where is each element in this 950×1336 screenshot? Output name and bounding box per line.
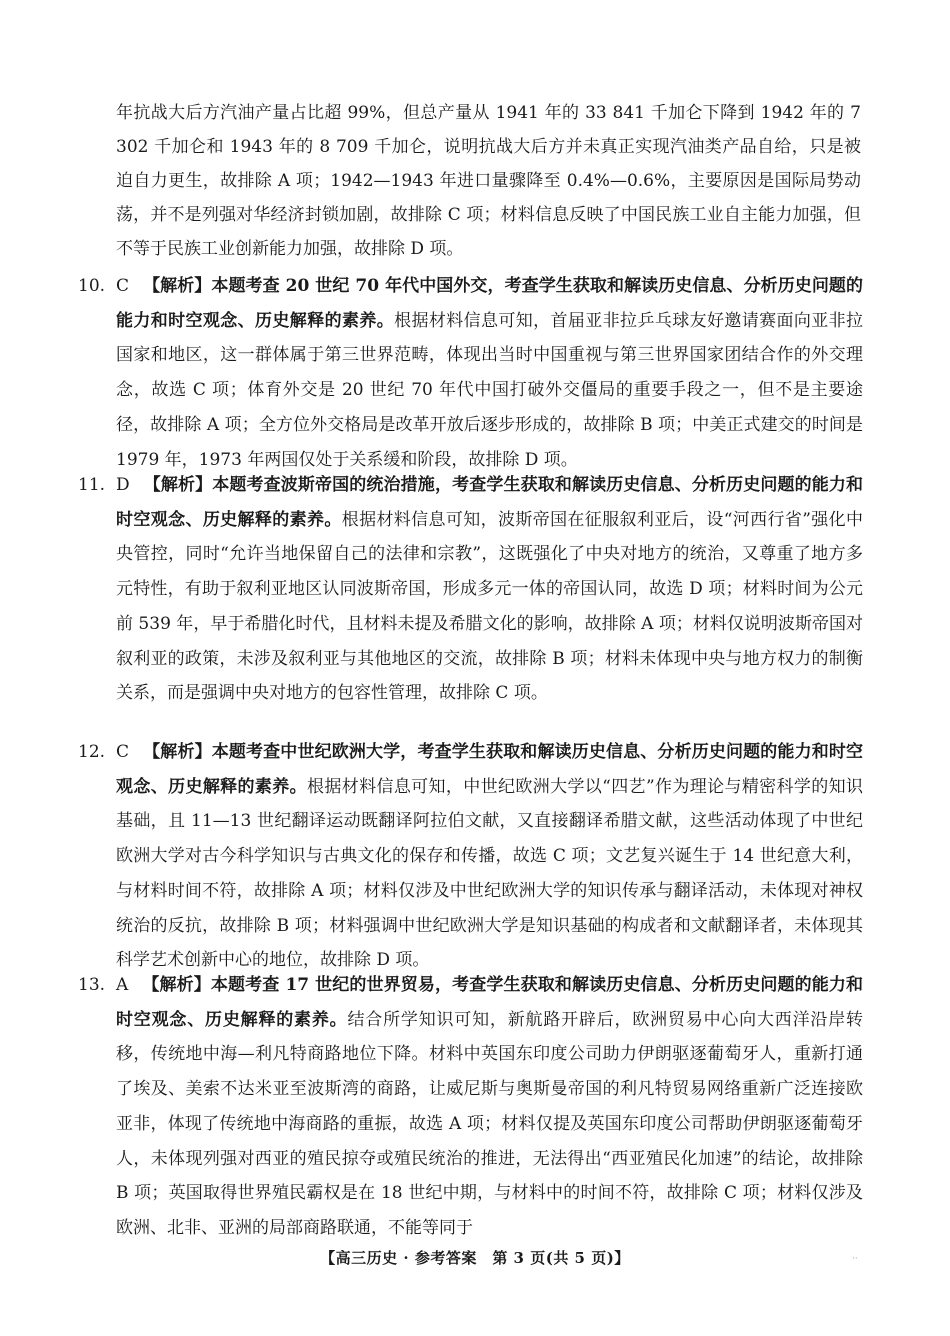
item-lead: 本题考查中世纪欧洲大学，考查学生获取和解读历史信息、分析历史问题的能力和时空观念、历史解释的素养。 [116, 742, 864, 797]
item-number: 10. [78, 276, 106, 296]
item-answer: A [116, 975, 129, 995]
item-lead: 本题考查 17 世纪的世界贸易，考查学生获取和解读历史信息、分析历史问题的能力和时空观念、历史解释的素养。 [116, 975, 863, 1030]
item-number: 11. [78, 475, 106, 495]
answer-item-13 [78, 968, 863, 1246]
item-explanation: 根据材料信息可知，波斯帝国在征服叙利亚后，设“河西行省”强化中央管控，同时“允许当地保留自己的法律和宗教”，这既强化了中央对地方的统治，又尊重了地方多元特性，有助于叙利亚地区认同波斯帝国，形成多元一体的帝国认同，故选 D 项；材料时间为公元前 539 年，早于希腊化时代，且材料未提及希腊文化的影响，故排除 A 项；材料仅说明波斯帝国对叙利亚的政策，未涉及叙利亚与其他地区的交流，故排除 B 项；材料未体现中央与地方权力的制衡关系，而是强调中央对地方的包容性管理，故排除 C 项。 [116, 509, 863, 704]
item-number: 12. [78, 742, 106, 762]
item-explanation: 根据材料信息可知，中世纪欧洲大学以“四艺”作为理论与精密科学的知识基础，且 11—13 世纪翻译运动既翻译阿拉伯文献，又直接翻译希腊文献，这些活动体现了中世纪欧洲大学对古今科学知识与古典文化的保存和传播，故选 C 项；文艺复兴诞生于 14 世纪意大利，与材料时间不符，故排除 A 项；材料仅涉及中世纪欧洲大学的知识传承与翻译活动，未体现对神权统治的反抗，故排除 B 项；材料强调中世纪欧洲大学是知识基础的构成者和文献翻译者，未体现其科学艺术创新中心的地位，故排除 D 项。 [116, 776, 863, 971]
page-footer: 【高三历史 · 参考答案 第 3 页(共 5 页)】 [320, 1249, 630, 1267]
item-body [116, 735, 863, 978]
intro-paragraph: 年抗战大后方汽油产量占比超 99%，但总产量从 1941 年的 33 841 千加仑下降到 1942 年的 7 302 千加仑和 1943 年的 8 709 千加仑，说明抗战大后方并未真正实现汽油类产品自给，只是被迫自力更生，故排除 A 项；1942—1943 年进口量骤降至 0.4%—0.6%，主要原因是国际局势动荡，并不是列强对华经济封锁加剧，故排除 C 项；材料信息反映了中国民族工业自主能力加强，但不等于民族工业创新能力加强，故排除 D 项。 [116, 103, 861, 259]
analysis-tag: 【解析】 [142, 975, 211, 995]
analysis-tag: 【解析】 [143, 276, 212, 296]
item-lead: 本题考查 20 世纪 70 年代中国外交，考查学生获取和解读历史信息、分析历史问题的能力和时空观念、历史解释的素养。 [116, 276, 863, 331]
analysis-tag: 【解析】 [143, 742, 212, 762]
item-body [116, 968, 863, 1246]
answer-item-11 [78, 468, 863, 711]
item-body [116, 269, 863, 477]
item-answer: C [116, 276, 130, 296]
corner-mark: ·· [852, 1254, 858, 1264]
item-body [116, 468, 863, 711]
item-number: 13. [78, 975, 106, 995]
item-explanation: 根据材料信息可知，首届亚非拉乒乓球友好邀请赛面向亚非拉国家和地区，这一群体属于第三世界范畴，体现出当时中国重视与第三世界国家团结合作的外交理念，故选 C 项；体育外交是 20 世纪 70 年代中国打破外交僵局的重要手段之一，但不是主要途径，故排除 A 项；全方位外交格局是改革开放后逐步形成的，故排除 B 项；中美正式建交的时间是 1979 年，1973 年两国仅处于关系缓和阶段，故排除 D 项。 [116, 310, 864, 470]
answer-item-10 [78, 269, 863, 477]
analysis-tag: 【解析】 [143, 475, 213, 495]
item-explanation: 结合所学知识可知，新航路开辟后，欧洲贸易中心向大西洋沿岸转移，传统地中海—利凡特商路地位下降。材料中英国东印度公司助力伊朗驱逐葡萄牙人，重新打通了埃及、美索不达米亚至波斯湾的商路，让威尼斯与奥斯曼帝国的利凡特贸易网络重新广泛连接欧亚非，体现了传统地中海商路的重振，故选 A 项；材料仅提及英国东印度公司帮助伊朗驱逐葡萄牙人，未体现列强对西亚的殖民掠夺或殖民统治的推进，无法得出“西亚殖民化加速”的结论，故排除 B 项；英国取得世界殖民霸权是在 18 世纪中期，与材料中的时间不符，故排除 C 项；材料仅涉及欧洲、北非、亚洲的局部商路联通，不能等同于 [116, 1009, 864, 1238]
answer-item-12 [78, 735, 863, 978]
item-lead: 本题考查波斯帝国的统治措施，考查学生获取和解读历史信息、分析历史问题的能力和时空观念、历史解释的素养。 [116, 475, 864, 530]
item-answer: D [116, 475, 130, 495]
item-answer: C [116, 742, 130, 762]
